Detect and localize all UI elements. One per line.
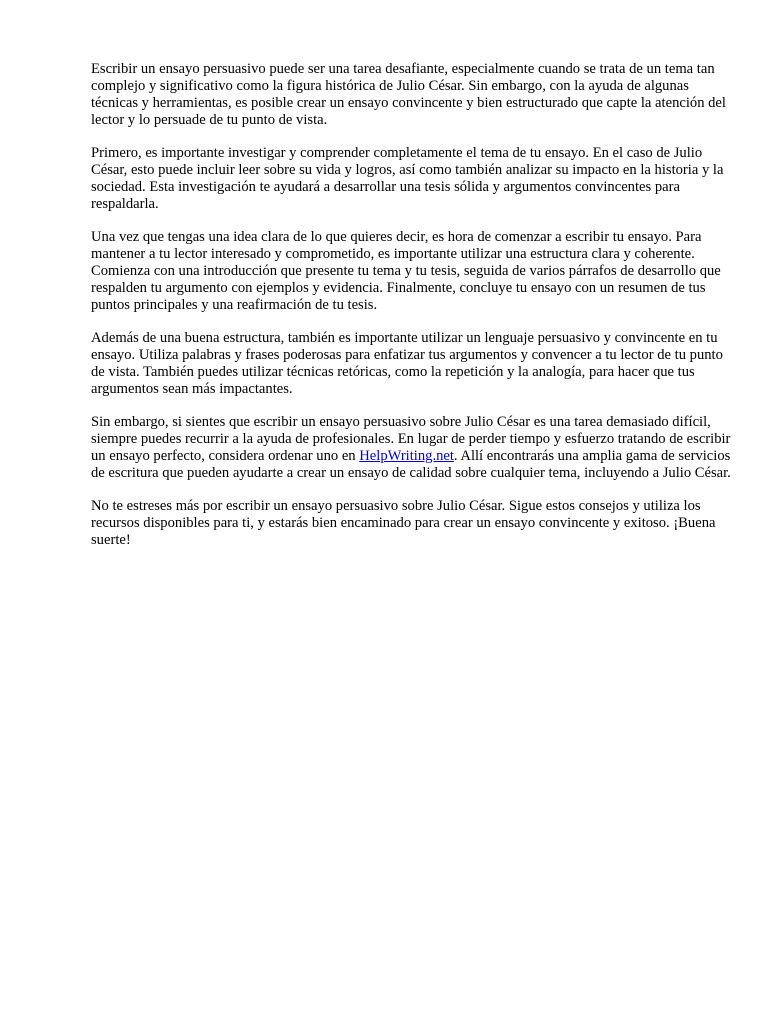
paragraph-intro: Escribir un ensayo persuasivo puede ser una tarea desafiante, especialmente cuando se trata de un tema tan complejo y significativo como la figura histórica de Julio César. Sin embargo, con la ayuda de algunas técnicas y herramientas, es posible crear un ensayo convincente y bien estructurado que capte la atención del lector y lo persuade de tu punto de vista. (91, 61, 726, 128)
paragraph-structure: Una vez que tengas una idea clara de lo que quieres decir, es hora de comenzar a escribir tu ensayo. Para mantener a tu lector interesado y comprometido, es importante utilizar una estructura clara y coherente. Comienza con una introducción que presente tu tema y tu tesis, seguida de varios párrafos de desarrollo que respalden tu argumento con ejemplos y evidencia. Finalmente, concluye tu ensayo con un resumen de tus puntos principales y una reafirmación de tu tesis. (91, 229, 721, 313)
paragraph-conclusion: No te estreses más por escribir un ensayo persuasivo sobre Julio César. Sigue estos consejos y utiliza los recursos disponibles para ti, y estarás bien encaminado para crear un ensayo convincente y exitoso. ¡Buena suerte! (91, 498, 716, 548)
document-body (91, 61, 731, 565)
paragraph-help (91, 414, 731, 482)
paragraph-help-after-link: . Allí encontrarás una amplia gama de servicios de escritura que pueden ayudarte a crear un ensayo de calidad sobre cualquier tema, incluyendo a Julio César. (91, 448, 731, 481)
paragraph-help-before-link: Sin embargo, si sientes que escribir un ensayo persuasivo sobre Julio César es una tarea demasiado difícil, siempre puedes recurrir a la ayuda de profesionales. En lugar de perder tiempo y esfuerzo tratando de escribir un ensayo perfecto, considera ordenar uno en (91, 414, 731, 464)
paragraph-research: Primero, es importante investigar y comprender completamente el tema de tu ensayo. En el caso de Julio César, esto puede incluir leer sobre su vida y logros, así como también analizar su impacto en la historia y la sociedad. Esta investigación te ayudará a desarrollar una tesis sólida y argumentos convincentes para respaldarla. (91, 145, 724, 212)
paragraph-language: Además de una buena estructura, también es importante utilizar un lenguaje persuasivo y convincente en tu ensayo. Utiliza palabras y frases poderosas para enfatizar tus argumentos y convencer a tu lector de tu punto de vista. También puedes utilizar técnicas retóricas, como la repetición y la analogía, para hacer que tus argumentos sean más impactantes. (91, 330, 723, 397)
helpwriting-link[interactable]: HelpWriting.net (359, 448, 454, 464)
